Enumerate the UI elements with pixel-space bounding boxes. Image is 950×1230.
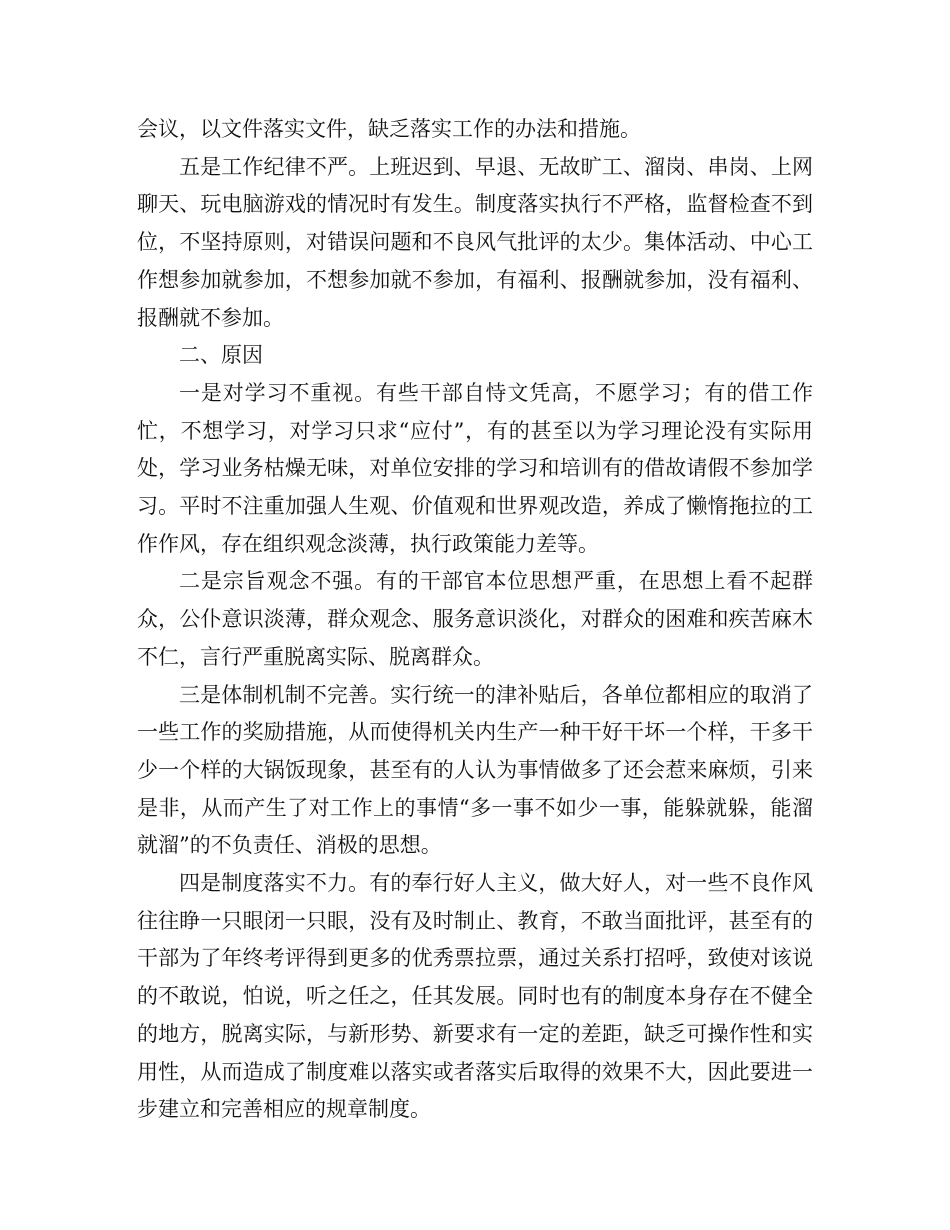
document-body: [137, 111, 813, 1129]
paragraph-system-mechanism: 三是体制机制不完善。实行统一的津补贴后，各单位都相应的取消了一些工作的奖励措施，从而使得机关内生产一种干好干坏一个样，干多干少一个样的大锅饭现象，甚至有的人认为事情做多了还会惹来麻烦，引来是非，从而产生了对工作上的事情“多一事不如少一事，能躲就躲，能溜就溜”的不负责任、消极的思想。: [137, 682, 813, 858]
paragraph-work-discipline: 五是工作纪律不严。上班迟到、早退、无故旷工、溜岗、串岗、上网聊天、玩电脑游戏的情况时有发生。制度落实执行不严格，监督检查不到位，不坚持原则，对错误问题和不良风气批评的太少。集体活动、中心工作想参加就参加，不想参加就不参加，有福利、报酬就参加，没有福利、报酬就不参加。: [137, 154, 813, 330]
paragraph-continuation: 会议，以文件落实文件，缺乏落实工作的办法和措施。: [137, 117, 641, 141]
paragraph-purpose-concept: 二是宗旨观念不强。有的干部官本位思想严重，在思想上看不起群众，公仆意识淡薄，群众观念、服务意识淡化，对群众的困难和疾苦麻木不仁，言行严重脱离实际、脱离群众。: [137, 569, 813, 669]
paragraph-study: 一是对学习不重视。有些干部自恃文凭高，不愿学习；有的借工作忙，不想学习，对学习只求“应付”，有的甚至以为学习理论没有实际用处，学习业务枯燥无味，对单位安排的学习和培训有的借故请假不参加学习。平时不注重加强人生观、价值观和世界观改造，养成了懒惰拖拉的工作作风，存在组织观念淡薄，执行政策能力差等。: [137, 380, 813, 556]
paragraph-system-implementation: 四是制度落实不力。有的奉行好人主义，做大好人，对一些不良作风往往睁一只眼闭一只眼，没有及时制止、教育，不敢当面批评，甚至有的干部为了年终考评得到更多的优秀票拉票，通过关系打招呼，致使对该说的不敢说，怕说，听之任之，任其发展。同时也有的制度本身存在不健全的地方，脱离实际，与新形势、新要求有一定的差距，缺乏可操作性和实用性，从而造成了制度难以落实或者落实后取得的效果不大，因此要进一步建立和完善相应的规章制度。: [137, 871, 813, 1122]
section-heading-causes: 二、原因: [179, 343, 263, 368]
